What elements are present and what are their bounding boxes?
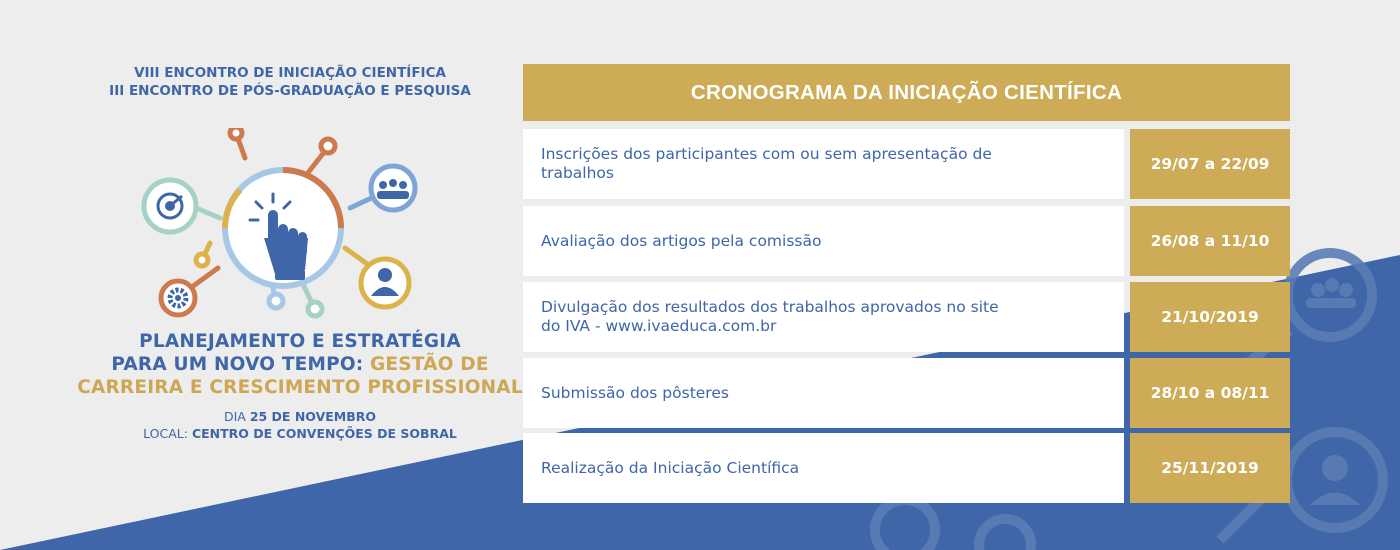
person-icon	[361, 259, 409, 307]
schedule-row-description: Inscrições dos participantes com ou sem apresentação de trabalhos	[523, 129, 1124, 199]
schedule-row	[523, 433, 1290, 503]
schedule-row	[523, 358, 1290, 428]
schedule-row-date: 21/10/2019	[1130, 282, 1290, 352]
schedule-row-description: Divulgação dos resultados dos trabalhos aprovados no site do IVA - www.ivaeduca.com.br	[523, 282, 1124, 352]
schedule-row-date: 25/11/2019	[1130, 433, 1290, 503]
group-people-icon	[371, 166, 415, 210]
theme-line-2-blue: PARA UM NOVO TEMPO:	[111, 354, 371, 375]
event-location	[60, 425, 540, 442]
event-date-value: 25 DE NOVEMBRO	[249, 409, 377, 424]
theme-line-2	[60, 353, 540, 376]
event-title-line-2: III ENCONTRO DE PÓS-GRADUAÇÃO E PESQUISA	[109, 83, 471, 99]
event-location-label: LOCAL:	[143, 426, 192, 441]
event-info	[60, 408, 540, 442]
schedule-row	[523, 129, 1290, 199]
theme-line-3: CARREIRA E CRESCIMENTO PROFISSIONAL	[77, 377, 523, 398]
event-date-label: DIA	[223, 409, 250, 424]
schedule-row-date: 29/07 a 22/09	[1130, 129, 1290, 199]
event-title-block	[60, 64, 520, 100]
theme-line-1: PLANEJAMENTO E ESTRATÉGIA	[139, 331, 461, 352]
schedule-row-date: 26/08 a 11/10	[1130, 206, 1290, 276]
schedule-row	[523, 282, 1290, 352]
gear-icon	[161, 281, 195, 315]
schedule-row-date: 28/10 a 08/11	[1130, 358, 1290, 428]
schedule-title: CRONOGRAMA DA INICIAÇÃO CIENTÍFICA	[523, 64, 1290, 121]
event-location-value: CENTRO DE CONVENÇÕES DE SOBRAL	[191, 426, 457, 441]
schedule-row-description: Submissão dos pôsteres	[523, 358, 1124, 428]
schedule-row	[523, 206, 1290, 276]
schedule-row-description: Avaliação dos artigos pela comissão	[523, 206, 1124, 276]
event-theme	[60, 330, 540, 399]
theme-line-2-gold: GESTÃO DE	[370, 354, 489, 375]
network-logo	[140, 128, 430, 328]
schedule-row-description: Realização da Iniciação Científica	[523, 433, 1124, 503]
event-date	[60, 408, 540, 425]
event-title-line-1: VIII ENCONTRO DE INICIAÇÃO CIENTÍFICA	[134, 65, 446, 81]
target-icon	[144, 180, 196, 232]
